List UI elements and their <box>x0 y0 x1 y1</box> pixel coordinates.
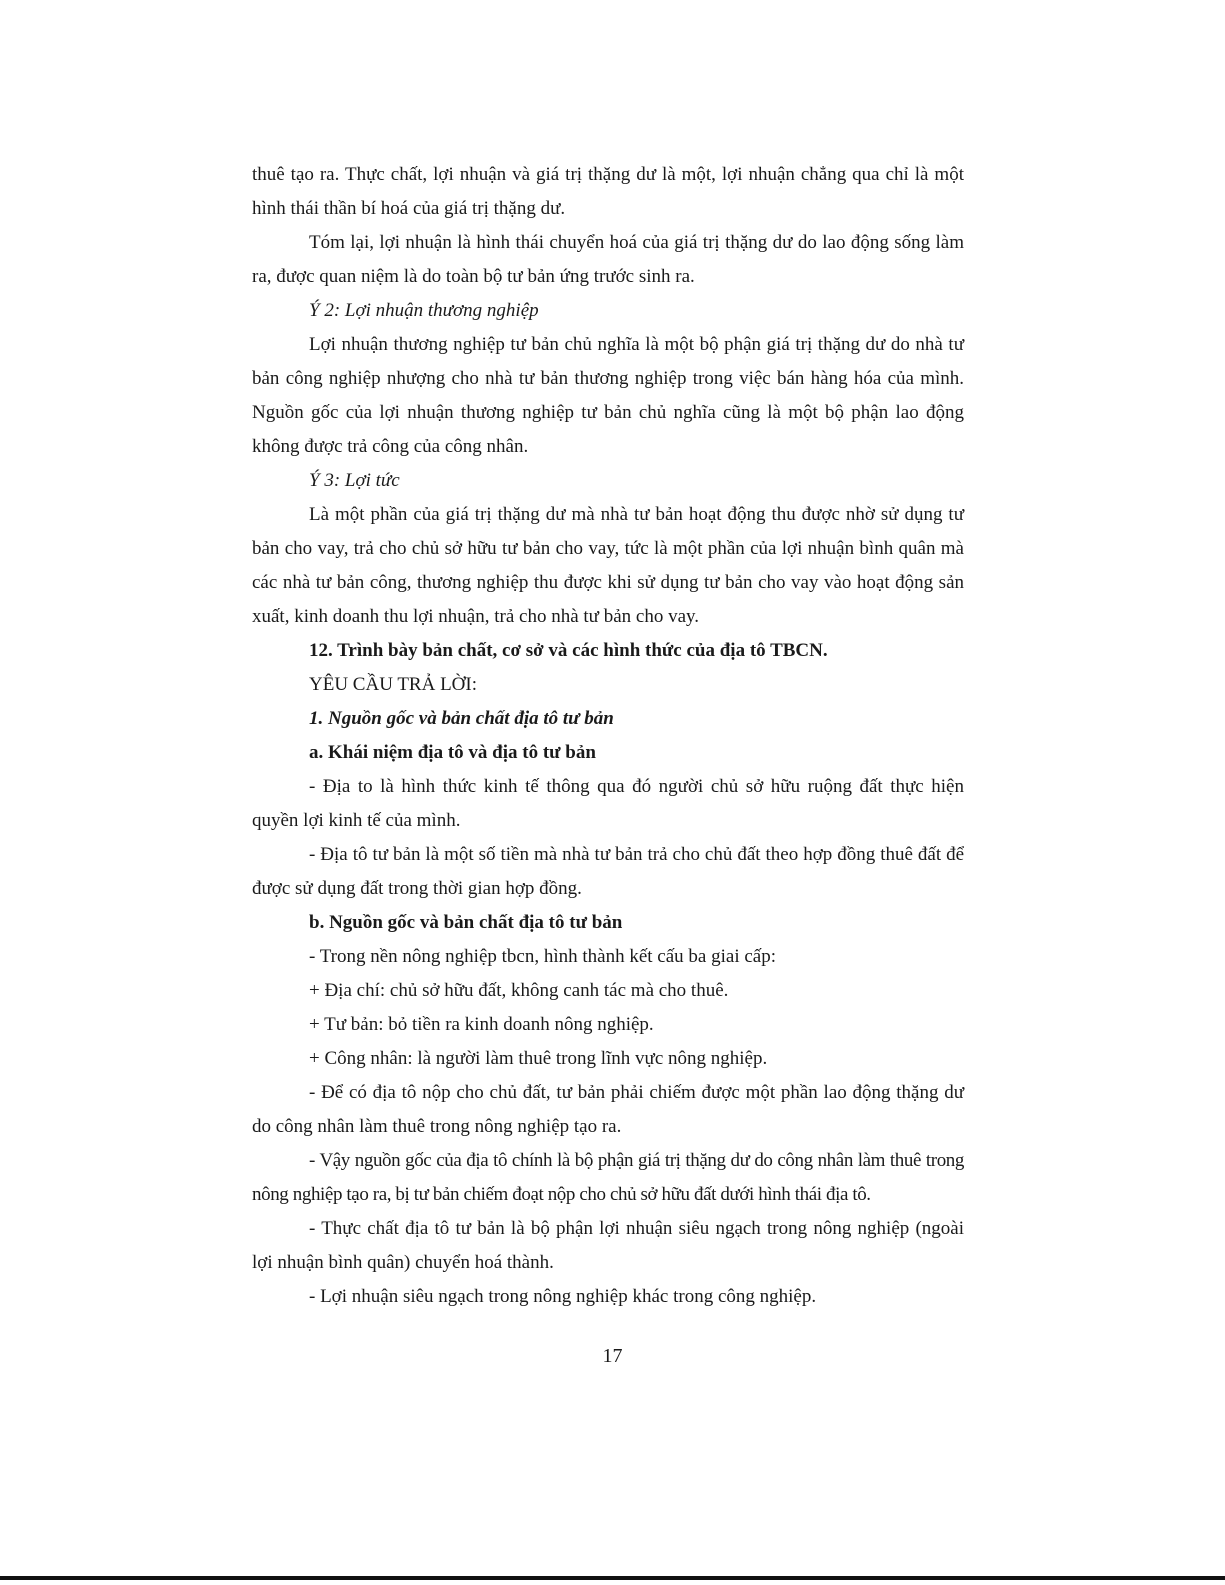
paragraph: Lợi nhuận thương nghiệp tư bản chủ nghĩa là một bộ phận giá trị thặng dư do nhà tư bản công nghiệp nhượng cho nhà tư bản thương nghiệp trong việc bán hàng hóa của mình. Nguồn gốc của lợi nhuận thương nghiệp tư bản chủ nghĩa cũng là một bộ phận lao động không được trả công của công nhân. <box>252 334 964 457</box>
list-item: + Tư bản: bỏ tiền ra kinh doanh nông nghiệp. <box>309 1014 654 1035</box>
subheading: Ý 2: Lợi nhuận thương nghiệp <box>309 300 539 321</box>
paragraph: - Địa tô tư bản là một số tiền mà nhà tư bản trả cho chủ đất theo hợp đồng thuê đất để được sử dụng đất trong thời gian hợp đồng. <box>252 844 964 899</box>
subsection-heading: a. Khái niệm địa tô và địa tô tư bản <box>309 742 596 763</box>
subheading: Ý 3: Lợi tức <box>309 470 400 491</box>
page-number: 17 <box>602 1345 623 1367</box>
paragraph: - Địa to là hình thức kinh tế thông qua đó người chủ sở hữu ruộng đất thực hiện quyền lợi kinh tế của mình. <box>252 776 964 831</box>
page-body <box>252 158 964 1314</box>
paragraph: - Để có địa tô nộp cho chủ đất, tư bản phải chiếm được một phần lao động thặng dư do công nhân làm thuê trong nông nghiệp tạo ra. <box>252 1082 964 1137</box>
section-heading: 1. Nguồn gốc và bản chất địa tô tư bản <box>309 708 614 729</box>
list-item: + Địa chí: chủ sở hữu đất, không canh tác mà cho thuê. <box>309 980 729 1001</box>
list-item: - Trong nền nông nghiệp tbcn, hình thành kết cấu ba giai cấp: <box>309 946 776 967</box>
question-heading: 12. Trình bày bản chất, cơ sở và các hình thức của địa tô TBCN. <box>309 640 828 661</box>
subsection-heading: b. Nguồn gốc và bản chất địa tô tư bản <box>309 912 623 933</box>
paragraph: - Thực chất địa tô tư bản là bộ phận lợi nhuận siêu ngạch trong nông nghiệp (ngoài lợi nhuận bình quân) chuyển hoá thành. <box>252 1218 964 1273</box>
paragraph: Là một phần của giá trị thặng dư mà nhà tư bản hoạt động thu được nhờ sử dụng tư bản cho vay, trả cho chủ sở hữu tư bản cho vay, tức là một phần của lợi nhuận bình quân mà các nhà tư bản công, thương nghiệp thu được khi sử dụng tư bản cho vay vào hoạt động sản xuất, kinh doanh thu lợi nhuận, trả cho nhà tư bản cho vay. <box>252 504 964 627</box>
paragraph: - Vậy nguồn gốc của địa tô chính là bộ phận giá trị thặng dư do công nhân làm thuê trong nông nghiệp tạo ra, bị tư bản chiếm đoạt nộp cho chủ sở hữu đất dưới hình thái địa tô. <box>252 1150 964 1205</box>
answer-requirement-label: YÊU CẦU TRẢ LỜI: <box>309 674 478 695</box>
list-item: + Công nhân: là người làm thuê trong lĩnh vực nông nghiệp. <box>309 1048 768 1069</box>
paragraph: Tóm lại, lợi nhuận là hình thái chuyển hoá của giá trị thặng dư do lao động sống làm ra, được quan niệm là do toàn bộ tư bản ứng trước sinh ra. <box>252 232 964 287</box>
bottom-border <box>0 1576 1225 1580</box>
paragraph: - Lợi nhuận siêu ngạch trong nông nghiệp khác trong công nghiệp. <box>309 1286 817 1307</box>
paragraph: thuê tạo ra. Thực chất, lợi nhuận và giá trị thặng dư là một, lợi nhuận chẳng qua chỉ là một hình thái thần bí hoá của giá trị thặng dư. <box>252 164 964 219</box>
